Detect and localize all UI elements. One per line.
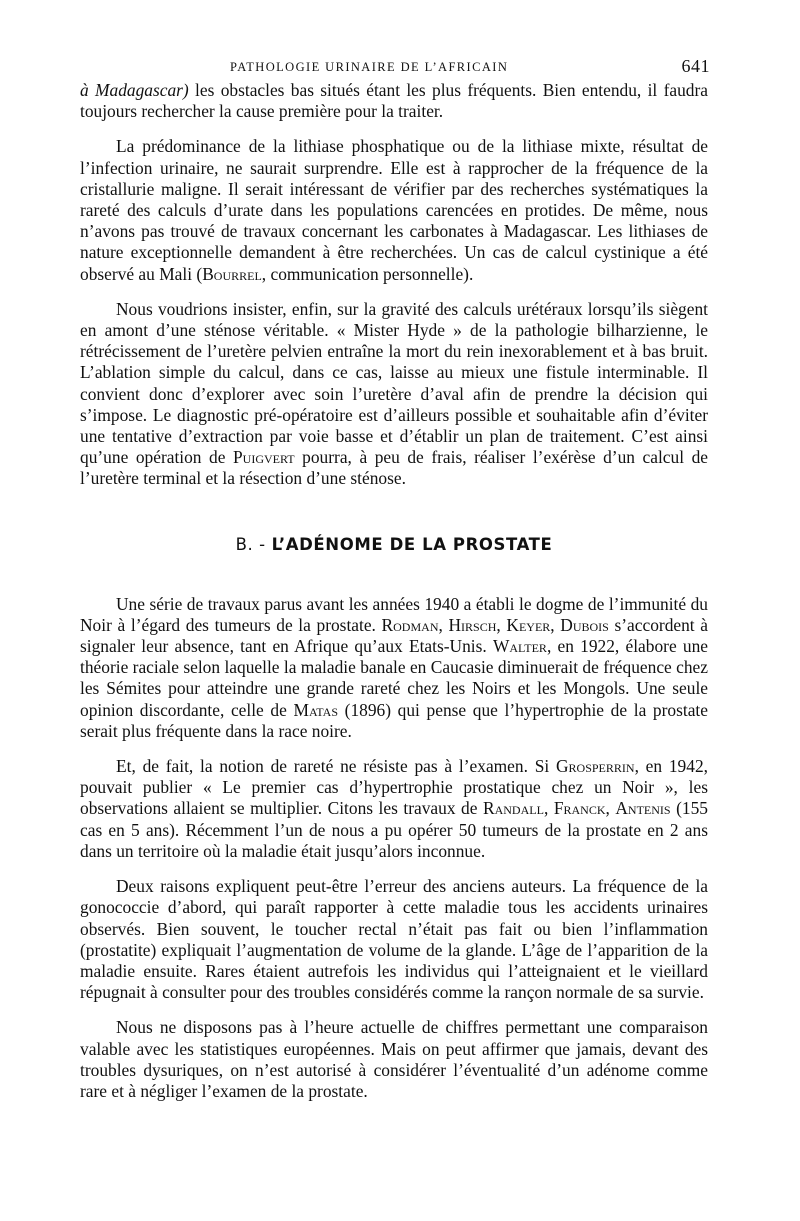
section-heading [80, 535, 708, 554]
punctuation: , [605, 798, 616, 819]
section-title: L’ADÉNOME DE LA PROSTATE [271, 534, 553, 554]
paragraph-text: La prédominance de la lithiase phosphatique ou de la lithiase mixte, résultat de l’infection urinaire, ne saurait surprendre. Elle est à rapprocher de la fréquence de la cristallurie maligne. Il serait intéressant de vérifier par des recherches systématiques la rareté des calculs d’urate dans les populations carencées en protides. De même, nous n’avons pas trouvé de travaux concernant les carbonates à Madagascar. Les lithiases de nature exceptionnelle demandent à être recherchées. Un cas de calcul cystinique a été observé au Mali ( [80, 136, 708, 284]
punctuation: , [438, 614, 449, 635]
paragraph-dogme [80, 594, 708, 742]
author-name: Walter [492, 636, 547, 657]
section-letter: B. - [235, 534, 272, 554]
author-name: Dubois [560, 614, 609, 635]
author-name: Randall [483, 798, 544, 819]
author-name: Hirsch [448, 614, 497, 635]
paragraph-continued [80, 80, 708, 122]
paragraph-text: , en 1942, pouvait publier « Le premier cas d’hypertrophie prostatique chez un Noir », les observations allaient se multiplier. Citons les travaux de [80, 756, 708, 819]
author-name: Franck [553, 798, 606, 819]
paragraph-text: (155 cas en 5 ans). Récemment l’un de nous a pu opérer 50 tumeurs de la prostate en 2 ans dans un territoire où la maladie était jusqu’alors inconnue. [80, 798, 709, 861]
paragraph-text: Une série de travaux parus avant les années 1940 a établi le dogme de l’immunité du Noir à l’égard des tumeurs de la prostate. [80, 593, 708, 635]
author-name: Grosperrin [555, 756, 635, 777]
paragraph-text: , communication personnelle). [261, 263, 474, 284]
paragraph-text: s’accordent à signaler leur absence, tant en Afrique qu’aux Etats-Unis. [80, 614, 709, 657]
author-name: Keyer [506, 614, 551, 635]
paragraph-lithiase [80, 136, 708, 284]
paragraph-conclusion: Nous ne disposons pas à l’heure actuelle de chiffres permettant une comparaison valable avec les statistiques européennes. Mais on peut affirmer que jamais, devant des troubles dysuriques, on n’est autorisé à considérer l’éventualité d’un adénome comme rare et à négliger l’examen de la prostate. [80, 1017, 708, 1101]
paragraph-raisons: Deux raisons expliquent peut-être l’erreur des anciens auteurs. La fréquence de la gonococcie d’abord, qui paraît rapporter à cette maladie tous les accidents urinaires observés. Bien souvent, le toucher rectal n’était pas fait ou bien l’inflammation (prostatite) expliquait l’augmentation de volume de la glande. L’âge de l’apparition de la maladie ensuite. Rares étaient autrefois les individus qui l’atteignaient et le vieillard répugnait à consulter pour des troubles considérés comme la rançon normale de sa survie. [80, 876, 708, 1003]
running-title: PATHOLOGIE URINAIRE DE L’AFRICAIN [230, 60, 509, 74]
author-name: Bourrel [202, 263, 262, 284]
running-head [80, 50, 708, 80]
paragraph-text: les obstacles bas situés étant les plus fréquents. Bien entendu, il faudra toujours rechercher la cause première pour la traiter. [80, 80, 708, 122]
punctuation: , [543, 798, 554, 819]
author-name: Rodman [381, 614, 439, 635]
paragraph-text: Nous voudrions insister, enfin, sur la gravité des calculs urétéraux lorsqu’ils siègent en amont d’une sténose véritable. « Mister Hyde » de la pathologie bilharzienne, le rétrécissement de l’uretère pelvien entraîne la mort du rein inexorablement et à bas bruit. L’ablation simple du calcul, dans ce cas, laisse au mieux une fistule interminable. Il convient donc d’explorer avec soin l’uretère d’aval afin de prendre la décision qui s’impose. Le diagnostic pré-opératoire est d’ailleurs possible et souhaitable afin d’éviter une tentative d’extraction par voie basse et d’établir un plan de traitement. C’est ainsi qu’une opération de [80, 298, 708, 468]
page-number: 641 [681, 56, 710, 76]
paragraph-text: Et, de fait, la notion de rareté ne résiste pas à l’examen. Si [116, 756, 556, 777]
punctuation: , [550, 614, 561, 635]
italic-phrase: à Madagascar) [80, 80, 189, 100]
book-page [80, 50, 708, 1102]
paragraph-rarete [80, 756, 708, 862]
punctuation: , [496, 614, 507, 635]
author-name: Antenis [615, 798, 671, 819]
paragraph-calculs [80, 299, 708, 490]
author-name: Puigvert [233, 447, 295, 468]
paragraph-text: (1896) qui pense que l’hypertrophie de la prostate serait plus fréquente dans la race noire. [80, 699, 708, 741]
paragraph-text: pourra, à peu de frais, réaliser l’exérèse d’un calcul de l’uretère terminal et la résection d’une sténose. [80, 447, 709, 489]
author-name: Matas [293, 699, 338, 720]
paragraph-text: , en 1922, élabore une théorie raciale selon laquelle la maladie banale en Caucasie diminuerait de fréquence chez les Sémites pour atteindre une grande rareté chez les Noirs et les Mongols. Une seule opinion discordante, celle de [80, 636, 709, 720]
